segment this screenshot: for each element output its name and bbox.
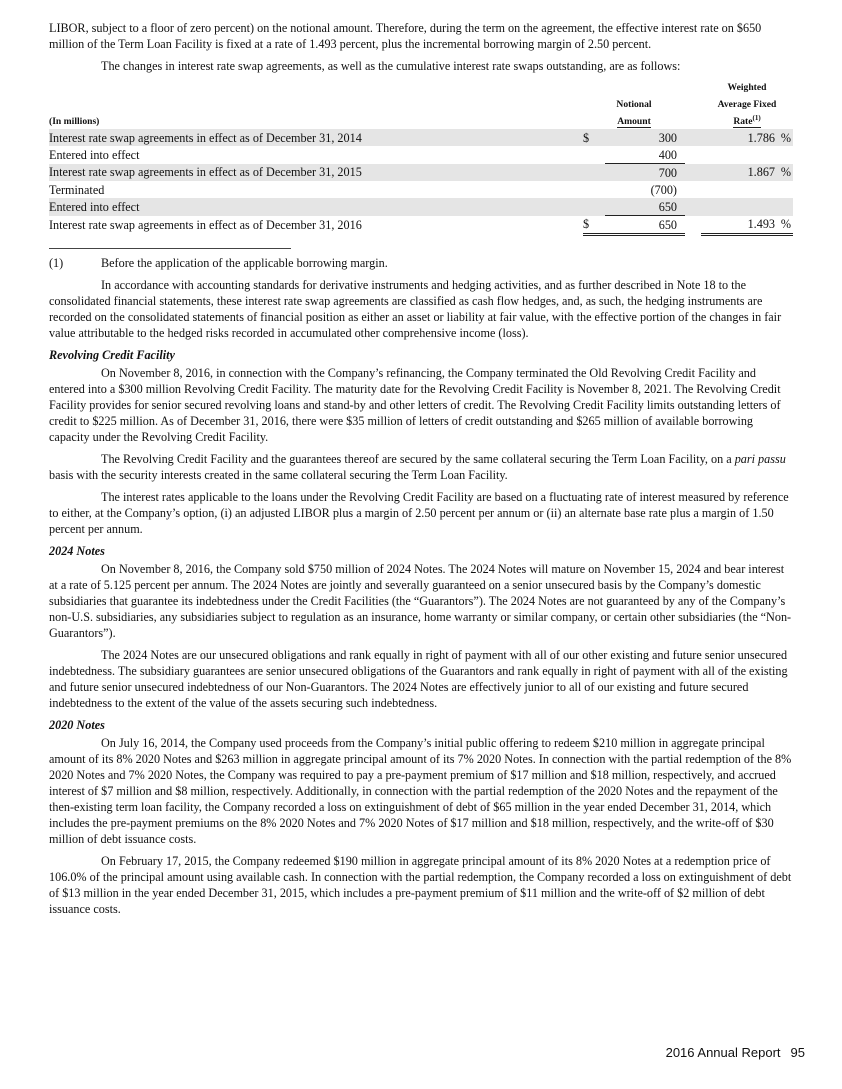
- revolving-credit-heading: Revolving Credit Facility: [49, 348, 175, 362]
- table-row: [49, 129, 793, 146]
- footnote-text: Before the application of the applicable borrowing margin.: [101, 256, 388, 270]
- table-header-row: [49, 78, 793, 95]
- revolving-paragraph-1: On November 8, 2016, in connection with the Company’s refinancing, the Company terminated the Old Revolving Credit Facility and entered into a $300 million Revolving Credit Facility. The maturity date for the Revolving Credit Facility is November 8, 2021. The Revolving Credit Facility provides for senior secured revolving loans and stand-by and other letters of credit. The Revolving Credit Facility limits outstanding letters of credit to $225 million. As of December 31, 2016, there were $35 million of letters of credit outstanding and $265 million of available borrowing capacity under the Revolving Credit Facility.: [49, 366, 781, 444]
- percent-sign: [775, 146, 793, 164]
- page-number: 95: [790, 1045, 805, 1060]
- row-label: Entered into effect: [49, 198, 583, 216]
- footnote-marker: (1): [49, 256, 64, 270]
- rate-header-line2: Average Fixed: [717, 99, 777, 110]
- notional-amount: 700: [605, 164, 685, 182]
- footnote: [49, 255, 793, 271]
- notes-2024-heading: 2024 Notes: [49, 544, 105, 558]
- intro-paragraph: LIBOR, subject to a floor of zero percent) on the notional amount. Therefore, during the term on the agreement, the effective interest rate on $650 million of the Term Loan Facility is fixed at a rate of 1.493 percent, plus the incremental borrowing margin of 2.50 percent.: [49, 21, 762, 51]
- row-label: Entered into effect: [49, 147, 140, 162]
- unit-label: (In millions): [49, 116, 100, 127]
- document-page: [49, 20, 793, 917]
- currency-symbol: $: [583, 216, 605, 235]
- table-row-total: [49, 216, 793, 235]
- notes-2020-heading: 2020 Notes: [49, 718, 105, 732]
- table-row: [49, 181, 793, 198]
- weighted-rate: [701, 181, 775, 198]
- pari-passu-text: pari passu: [734, 452, 786, 466]
- notional-amount: 650: [605, 198, 685, 216]
- weighted-rate: 1.493: [701, 216, 775, 235]
- weighted-rate: 1.867: [701, 164, 775, 182]
- rate-header-line1: Weighted: [727, 82, 767, 93]
- notional-amount: 300: [605, 129, 685, 146]
- percent-sign: [775, 198, 793, 216]
- notes-2024-paragraph-1: On November 8, 2016, the Company sold $750 million of 2024 Notes. The 2024 Notes will mature on November 15, 2024 and bear interest at a rate of 5.125 percent per annum. The 2024 Notes are jointly and severally guaranteed on a senior unsecured basis by the Company’s domestic subsidiaries that guarantee its indebtedness under the Credit Facilities (the “Guarantors”). The 2024 Notes are not guaranteed by any of the Company’s non-U.S. subsidiaries, any subsidiaries subject to regulation as an insurance, home warranty or similar company, or certain other subsidiaries (the “Non-Guarantors”).: [49, 562, 792, 640]
- table-row: [49, 198, 793, 216]
- notes-2020-paragraph-1: On July 16, 2014, the Company used proceeds from the Company’s initial public offering to redeem $210 million in aggregate principal amount of its 8% 2020 Notes and $263 million in aggregate principal amount of its 7% 2020 Notes. In connection with the partial redemption of the 8% 2020 Notes and 7% 2020 Notes, the Company was required to pay a pre-payment premium of $17 million and $18 million, respectively, and accrued interest of $7 million and $8 million, respectively. Additionally, in connection with the partial redemption of the 2020 Notes and the repayment of the then-existing term loan facility, the Company recorded a loss on extinguishment of debt of $65 million in the year ended December 31, 2014, which includes the pre-payment premiums on the 8% 2020 Notes and 7% 2020 Notes of $17 million and $18 million, respectively, and the write-off of $30 million of debt issuance costs.: [49, 736, 792, 846]
- revolving-paragraph-2: The Revolving Credit Facility and the guarantees thereof are secured by the same collateral securing the Term Loan Facility, on a pari passu basis with the security interests created in the same collateral securing the Term Loan Facility.: [49, 452, 786, 482]
- notes-2024-paragraph-2: The 2024 Notes are our unsecured obligations and rank equally in right of payment with all of our other existing and future senior unsecured indebtedness. The subsidiary guarantees are senior unsecured obligations of the Guarantors and rank equally in right of payment with all of the existing and future senior unsecured indebtedness of our Non-Guarantors. The 2024 Notes are effectively junior to all of our existing and future secured indebtedness to the extent of the value of the assets securing such indebtedness.: [49, 648, 788, 710]
- percent-sign: [775, 181, 793, 198]
- notes-2020-paragraph-2: On February 17, 2015, the Company redeemed $190 million in aggregate principal amount of its 8% 2020 Notes at a redemption price of 106.0% of the principal amount using available cash. In connection with the partial redemption, the Company recorded a loss on extinguishment of debt of $13 million in the year ended December 31, 2015, which includes a pre-payment premium of $11 million and the write-off of $2 million of debt issuance costs.: [49, 854, 792, 916]
- notional-amount: 400: [605, 146, 685, 164]
- weighted-rate: 1.786: [701, 129, 775, 146]
- table-row: [49, 146, 793, 164]
- swap-intro-paragraph: The changes in interest rate swap agreements, as well as the cumulative interest rate swaps outstanding, are as follows:: [101, 59, 681, 73]
- currency-symbol: [583, 198, 605, 216]
- notional-header-line2: Amount: [617, 116, 651, 127]
- revolving-paragraph-3: The interest rates applicable to the loans under the Revolving Credit Facility are based on a fluctuating rate of interest measured by reference to either, at the Company’s option, (i) an adjusted LIBOR plus a margin of 2.50 percent per annum or (ii) an alternate base rate plus a margin of 1.50 percent per annum.: [49, 490, 789, 536]
- weighted-rate: [701, 146, 775, 164]
- percent-sign: %: [775, 216, 793, 235]
- unit-label-header: [49, 78, 583, 95]
- page-footer: [666, 1045, 805, 1060]
- currency-symbol: [583, 181, 605, 198]
- notional-amount: 650: [605, 216, 685, 235]
- row-label: Terminated: [49, 182, 105, 197]
- interest-rate-swap-table: [49, 78, 793, 236]
- hedging-paragraph: In accordance with accounting standards for derivative instruments and hedging activities, and as further described in Note 18 to the consolidated financial statements, these interest rate swap agreements are classified as cash flow hedges, and, as such, the hedging instruments are recorded on the consolidated statements of financial position as either an asset or liability at fair value, with the effective portion of the changes in fair value attributable to the hedged risks recorded in accumulated other comprehensive income (loss).: [49, 278, 782, 340]
- row-label: Interest rate swap agreements in effect as of December 31, 2015: [49, 164, 583, 182]
- currency-symbol: [583, 164, 605, 182]
- weighted-rate: [701, 198, 775, 216]
- table-row: [49, 164, 793, 182]
- notional-header-line1: Notional: [616, 99, 652, 110]
- notional-amount: (700): [650, 182, 677, 197]
- percent-sign: %: [775, 129, 793, 146]
- row-label: Interest rate swap agreements in effect as of December 31, 2016: [49, 218, 362, 232]
- rate-header-line3: Rate: [733, 116, 753, 127]
- row-label: Interest rate swap agreements in effect as of December 31, 2014: [49, 129, 583, 146]
- footnote-divider: [49, 248, 291, 249]
- currency-symbol: $: [583, 129, 605, 146]
- rate-footnote-marker: (1): [752, 113, 761, 122]
- report-name: 2016 Annual Report: [665, 1045, 781, 1060]
- currency-symbol: [583, 146, 605, 164]
- percent-sign: %: [775, 164, 793, 182]
